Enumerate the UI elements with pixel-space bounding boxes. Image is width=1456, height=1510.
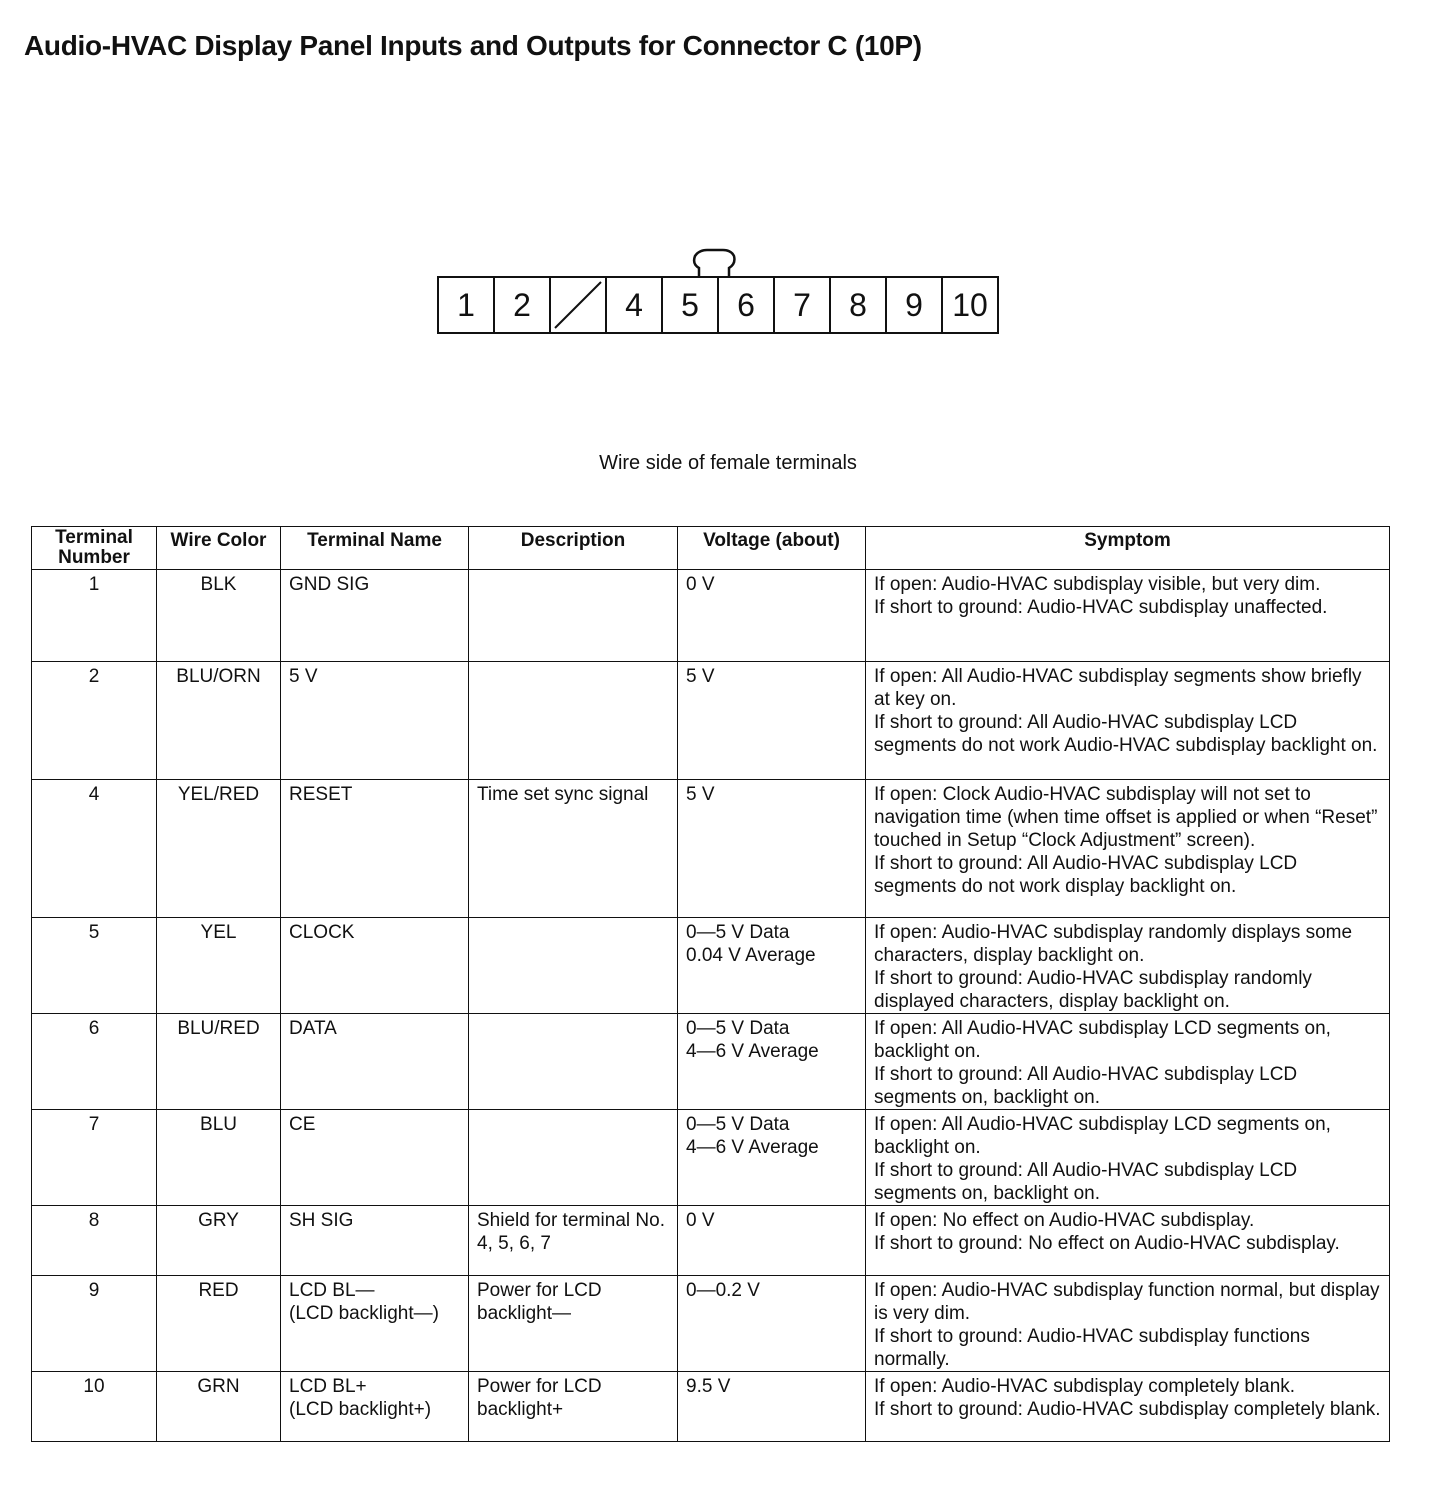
- cell-name: CLOCK: [281, 918, 469, 1014]
- connector-cell-1: 1: [439, 278, 495, 332]
- cell-symptom: [866, 1276, 1390, 1372]
- cell-voltage: 0 V: [678, 1206, 866, 1276]
- cell-name: LCD BL— (LCD backlight—): [281, 1276, 469, 1372]
- cell-color: GRY: [157, 1206, 281, 1276]
- symptom-line: If open: Audio-HVAC subdisplay function normal, but display is very dim.: [874, 1280, 1380, 1324]
- cell-color: BLK: [157, 570, 281, 662]
- symptom-line: If short to ground: All Audio-HVAC subdisplay LCD segments do not work display backlight on.: [874, 853, 1298, 897]
- cell-description: [469, 1014, 678, 1110]
- page-title: Audio-HVAC Display Panel Inputs and Outputs for Connector C (10P): [24, 30, 922, 61]
- cell-description: Power for LCD backlight+: [469, 1372, 678, 1442]
- table-row: [32, 1110, 1390, 1206]
- symptom-line: If open: All Audio-HVAC subdisplay LCD segments on, backlight on.: [874, 1114, 1331, 1158]
- connector-cell-5: 5: [663, 278, 719, 332]
- cell-name: DATA: [281, 1014, 469, 1110]
- cell-voltage: 0—5 V Data 4—6 V Average: [678, 1014, 866, 1110]
- cell-name: SH SIG: [281, 1206, 469, 1276]
- symptom-line: If short to ground: Audio-HVAC subdisplay unaffected.: [874, 597, 1328, 618]
- cell-voltage: 5 V: [678, 780, 866, 918]
- cell-terminal: 2: [32, 662, 157, 780]
- column-header: Description: [469, 527, 678, 570]
- column-header: Terminal Number: [32, 527, 157, 570]
- symptom-line: If short to ground: All Audio-HVAC subdisplay LCD segments on, backlight on.: [874, 1160, 1298, 1204]
- cell-description: [469, 918, 678, 1014]
- cell-description: Power for LCD backlight—: [469, 1276, 678, 1372]
- connector-cell-6: 6: [719, 278, 775, 332]
- connector-latch-icon: [689, 246, 739, 276]
- table-row: [32, 1372, 1390, 1442]
- cell-terminal: 1: [32, 570, 157, 662]
- connector-cell-2: 2: [495, 278, 551, 332]
- cell-terminal: 9: [32, 1276, 157, 1372]
- column-header: Voltage (about): [678, 527, 866, 570]
- table-row: [32, 918, 1390, 1014]
- cell-color: YEL: [157, 918, 281, 1014]
- cell-name: GND SIG: [281, 570, 469, 662]
- symptom-line: If short to ground: All Audio-HVAC subdisplay LCD segments on, backlight on.: [874, 1064, 1298, 1108]
- cell-symptom: [866, 780, 1390, 918]
- terminal-table: [31, 526, 1390, 1442]
- cell-description: [469, 662, 678, 780]
- cell-symptom: [866, 1206, 1390, 1276]
- cell-voltage: 0—5 V Data 4—6 V Average: [678, 1110, 866, 1206]
- table-header-row: [32, 527, 1390, 570]
- cell-color: RED: [157, 1276, 281, 1372]
- table-row: [32, 1276, 1390, 1372]
- connector-diagram: [437, 276, 999, 334]
- cell-symptom: [866, 1110, 1390, 1206]
- symptom-line: If open: Audio-HVAC subdisplay completely blank.: [874, 1376, 1296, 1397]
- symptom-line: If short to ground: Audio-HVAC subdisplay functions normally.: [874, 1326, 1310, 1370]
- cell-terminal: 4: [32, 780, 157, 918]
- symptom-line: If short to ground: All Audio-HVAC subdisplay LCD segments do not work Audio-HVAC subdisplay backlight on.: [874, 712, 1378, 756]
- cell-description: Time set sync signal: [469, 780, 678, 918]
- cell-symptom: [866, 570, 1390, 662]
- connector-cell-10: 10: [952, 286, 988, 323]
- symptom-line: If short to ground: No effect on Audio-HVAC subdisplay.: [874, 1233, 1340, 1254]
- cell-voltage: 9.5 V: [678, 1372, 866, 1442]
- connector-cell-unused: [551, 278, 607, 332]
- cell-name: CE: [281, 1110, 469, 1206]
- column-header: Terminal Name: [281, 527, 469, 570]
- connector-cell-8: 8: [831, 278, 887, 332]
- cell-terminal: 8: [32, 1206, 157, 1276]
- cell-name: RESET: [281, 780, 469, 918]
- cell-color: YEL/RED: [157, 780, 281, 918]
- cell-terminal: 5: [32, 918, 157, 1014]
- symptom-line: If short to ground: Audio-HVAC subdisplay completely blank.: [874, 1399, 1381, 1420]
- symptom-line: If open: Clock Audio-HVAC subdisplay will not set to navigation time (when time offset is applied or when “Reset” touched in Setup “Clock Adjustment” screen).: [874, 784, 1378, 851]
- diagram-caption: Wire side of female terminals: [599, 452, 857, 474]
- table-row: [32, 1014, 1390, 1110]
- column-header: Symptom: [866, 527, 1390, 570]
- cell-color: GRN: [157, 1372, 281, 1442]
- connector-cell-9: 9: [887, 278, 943, 332]
- cell-name: 5 V: [281, 662, 469, 780]
- cell-description: Shield for terminal No. 4, 5, 6, 7: [469, 1206, 678, 1276]
- cell-symptom: [866, 918, 1390, 1014]
- cell-terminal: 7: [32, 1110, 157, 1206]
- cell-symptom: [866, 1372, 1390, 1442]
- slash-icon: [551, 278, 605, 332]
- symptom-line: If short to ground: Audio-HVAC subdisplay randomly displayed characters, display backlight on.: [874, 968, 1312, 1012]
- cell-voltage: 0—0.2 V: [678, 1276, 866, 1372]
- cell-terminal: 10: [32, 1372, 157, 1442]
- cell-name: LCD BL+ (LCD backlight+): [281, 1372, 469, 1442]
- cell-color: BLU/RED: [157, 1014, 281, 1110]
- cell-color: BLU/ORN: [157, 662, 281, 780]
- symptom-line: If open: All Audio-HVAC subdisplay segments show briefly at key on.: [874, 666, 1362, 710]
- cell-description: [469, 570, 678, 662]
- cell-voltage: 0 V: [678, 570, 866, 662]
- symptom-line: If open: Audio-HVAC subdisplay randomly displays some characters, display backlight on.: [874, 922, 1353, 966]
- cell-color: BLU: [157, 1110, 281, 1206]
- symptom-line: If open: Audio-HVAC subdisplay visible, but very dim.: [874, 574, 1321, 595]
- symptom-line: If open: All Audio-HVAC subdisplay LCD segments on, backlight on.: [874, 1018, 1331, 1062]
- cell-voltage: 5 V: [678, 662, 866, 780]
- connector-cell-4: 4: [607, 278, 663, 332]
- cell-description: [469, 1110, 678, 1206]
- table-row: [32, 662, 1390, 780]
- cell-voltage: 0—5 V Data 0.04 V Average: [678, 918, 866, 1014]
- cell-symptom: [866, 1014, 1390, 1110]
- table-row: [32, 1206, 1390, 1276]
- column-header: Wire Color: [157, 527, 281, 570]
- table-row: [32, 570, 1390, 662]
- connector-cell-7: 7: [775, 278, 831, 332]
- symptom-line: If open: No effect on Audio-HVAC subdisplay.: [874, 1210, 1255, 1231]
- cell-symptom: [866, 662, 1390, 780]
- cell-terminal: 6: [32, 1014, 157, 1110]
- table-row: [32, 780, 1390, 918]
